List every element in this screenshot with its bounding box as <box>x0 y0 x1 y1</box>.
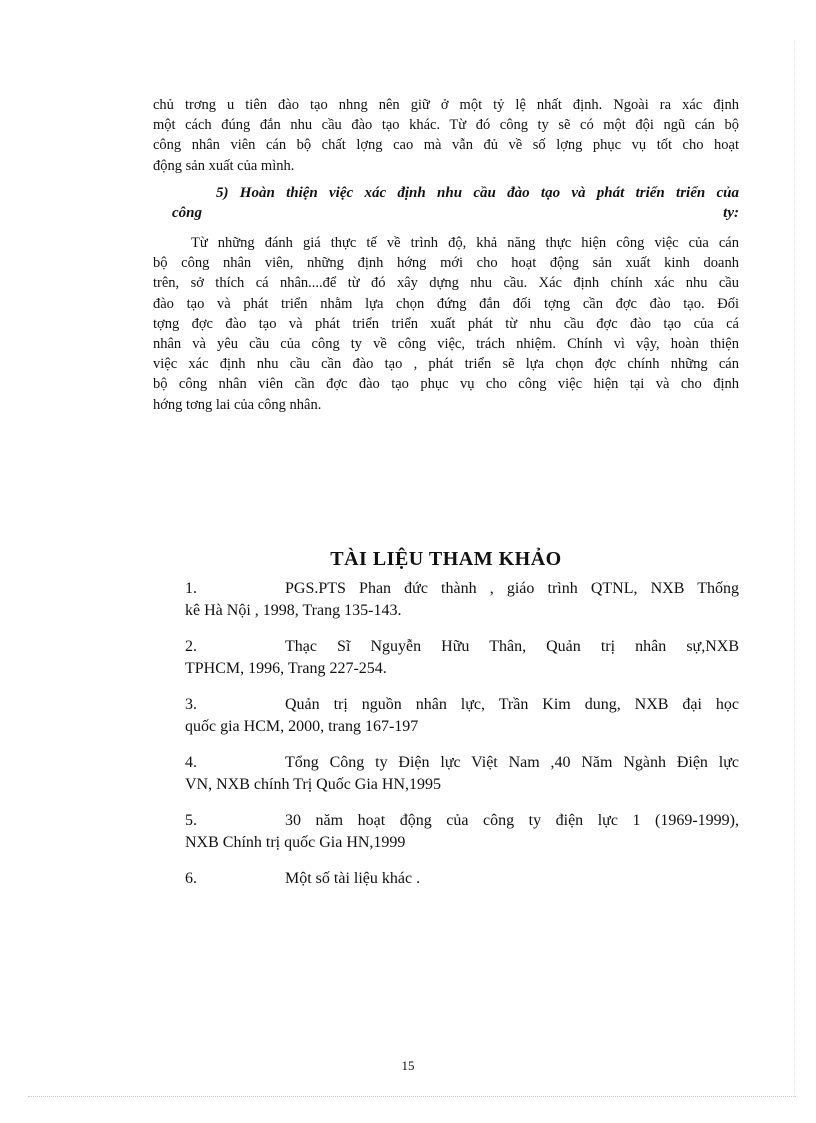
text-line: hớng tơng lai của công nhân. <box>153 396 322 413</box>
text-line: đào tạo và phát triển nhằm lựa chọn đứng đắn đối tợng cần đợc đào tạo. Đối <box>153 295 739 312</box>
reference-item <box>185 752 739 796</box>
reference-number: 2. <box>185 638 197 655</box>
reference-item <box>185 810 739 854</box>
paragraph-training-needs <box>153 233 739 415</box>
reference-item <box>185 694 739 738</box>
references-title: TÀI LIỆU THAM KHẢO <box>330 548 562 570</box>
paragraph-training-priority <box>153 95 739 176</box>
reference-text-continued: VN, NXB chính Trị Quốc Gia HN,1995 <box>185 776 441 793</box>
text-line: công nhân viên cán bộ chất lợng cao mà vẫn đủ về số lợng phục vụ tốt cho hoạt <box>153 137 739 154</box>
reference-number: 3. <box>185 696 197 713</box>
text-line: việc xác định nhu cầu cần đào tạo , phát triển sẽ lựa chọn đợc chính những cán <box>153 356 739 373</box>
text-line: tợng đợc đào tạo và phát triển triển xuất phát từ nhu cầu đợc đào tạo của cá <box>153 315 739 332</box>
reference-text: 30 năm hoạt động của công ty điện lực 1 (1969-1999), <box>285 812 739 829</box>
references-list <box>185 578 739 904</box>
reference-number: 6. <box>185 870 197 887</box>
text-line: chủ trơng u tiên đào tạo nhng nên giữ ở một tỷ lệ nhất định. Ngoài ra xác định <box>153 97 739 113</box>
reference-text-continued: quốc gia HCM, 2000, trang 167-197 <box>185 718 419 735</box>
reference-number: 4. <box>185 754 197 771</box>
page-number: 15 <box>401 1058 415 1073</box>
heading-line: 5) Hoàn thiện việc xác định nhu cầu đào tạo và phát triển triển của <box>216 185 739 201</box>
text-line: nhân và yêu cầu của công ty về công việc, trách nhiệm. Chính vì vậy, hoàn thiện <box>153 336 739 353</box>
text-line: trên, sở thích cá nhân....để từ đó xây dựng nhu cầu. Xác định chính xác nhu cầu <box>153 275 739 292</box>
section-heading <box>153 183 739 223</box>
reference-item <box>185 636 739 680</box>
reference-number: 5. <box>185 812 197 829</box>
page-bottom-border <box>28 1096 796 1097</box>
reference-text-continued: kê Hà Nội , 1998, Trang 135-143. <box>185 602 402 619</box>
reference-text: PGS.PTS Phan đức thành , giáo trình QTNL, NXB Thống <box>285 580 739 597</box>
reference-text-continued: TPHCM, 1996, Trang 227-254. <box>185 660 387 677</box>
text-line: bộ công nhân viên, những định hớng mới cho hoạt động sản xuất kinh doanh <box>153 255 739 272</box>
page-right-border <box>794 40 795 1097</box>
reference-item <box>185 868 739 890</box>
text-line: động sản xuất của mình. <box>153 157 295 174</box>
heading-line: công ty: <box>172 205 739 221</box>
reference-text-continued: NXB Chính trị quốc Gia HN,1999 <box>185 834 406 851</box>
text-line: bộ công nhân viên cần đợc đào tạo phục vụ cho công việc hiện tại và cho định <box>153 376 739 393</box>
text-line: một cách đúng đắn nhu cầu đào tạo khác. Từ đó công ty sẽ có một đội ngũ cán bộ <box>153 117 739 134</box>
reference-text: Một số tài liệu khác . <box>285 870 421 887</box>
reference-item <box>185 578 739 622</box>
reference-text: Tổng Công ty Điện lực Việt Nam ,40 Năm Ngành Điện lực <box>285 754 739 771</box>
reference-text: Quản trị nguồn nhân lực, Trần Kim dung, NXB đại học <box>285 696 739 713</box>
reference-text: Thạc Sĩ Nguyễn Hữu Thân, Quản trị nhân sự,NXB <box>285 638 739 655</box>
reference-number: 1. <box>185 580 197 597</box>
text-line: Từ những đánh giá thực tế về trình độ, khả năng thực hiện công việc của cán <box>191 235 739 251</box>
